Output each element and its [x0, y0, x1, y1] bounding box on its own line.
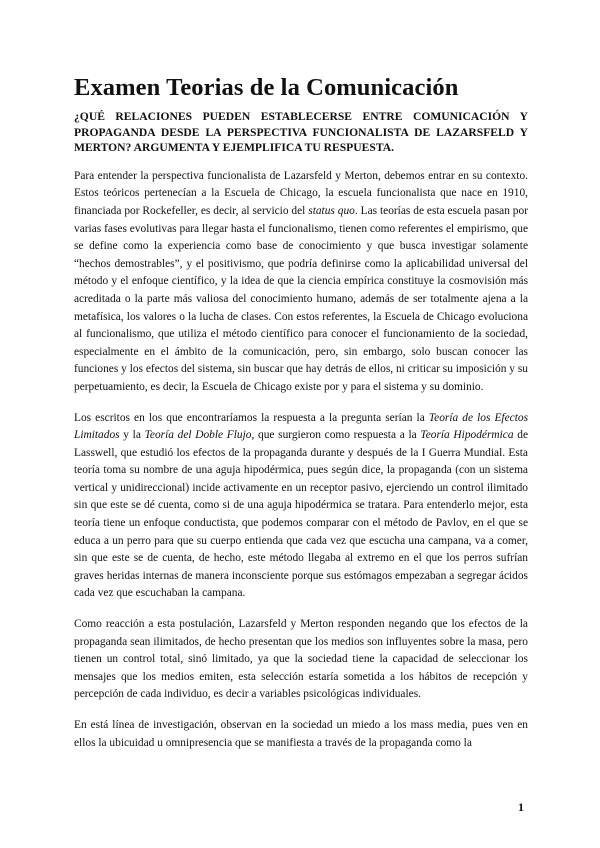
exam-question: ¿QUÉ RELACIONES PUEDEN ESTABLECERSE ENTRE COMUNICACIÓN Y PROPAGANDA DESDE LA PERSPECTIVA FUNCIONALISTA DE LAZARSFELD Y MERTON? ARGUMENTA Y EJEMPLIFICA TU RESPUESTA. — [74, 110, 528, 155]
paragraph-2-text-g: de Lasswell, que estudió los efectos de la propaganda durante y después de la I Guerra Mundial. Esta teoría toma su nombre de una aguja hipodérmica, pues según dice, la propaganda (con un sistema vertical y unidireccional) incide activamente en un receptor pasivo, ejerciendo un control ilimitado sin que este se dé cuenta, como si de una aguja hipodérmica se tratara. Para entenderlo mejor, esta teoría tiene un enfoque conductista, que podemos comparar con el método de Pavlov, en el que se educa a un perro para que su cuerpo entienda que cada vez que escucha una campana, va a comer, sin que este se de cuenta, de hecho, este método llegaba al extremo en el que los perros sufrían graves heridas internas de manera inconsciente porque sus estómagos empezaban a segregar ácidos cada vez que escuchaban la campana. — [74, 429, 528, 600]
paragraph-2-italic-hipodermica: Teoría Hipodérmica — [420, 429, 514, 442]
paragraph-2-text-e: , que surgieron como respuesta a la — [251, 429, 421, 442]
paragraph-2 — [74, 410, 528, 604]
paragraph-2-text-c: y la — [119, 429, 145, 442]
paragraph-2-text-a: Los escritos en los que encontraríamos la respuesta a la pregunta serían la — [74, 411, 429, 424]
paragraph-2-italic-doble-flujo: Teoría del Doble Flujo — [144, 429, 252, 442]
paragraph-1-text-c: . Las teorías de esta escuela pasan por varias fases evolutivas para llegar hasta el funcionalismo, tienen como referentes el empirismo, que se define como la experiencia como base de conocimiento y que busca investigar solamente “hechos demostrables”, y el positivismo, que podría definirse como la aplicabilidad universal del método y el enfoque científico, y la idea de que la ciencia empírica constituye la cosmovisión más acreditada o la parte más valiosa del conocimiento humano, además de ser totalmente ajena a la metafísica, los valores o la lucha de clases. Con estos referentes, la Escuela de Chicago evoluciona al funcionalismo, que utiliza el método científico para conocer el funcionamiento de la sociedad, especialmente en el ámbito de la comunicación, pero, sin embargo, solo buscan conocer las funciones y los efectos del sistema, sin buscar que hay detrás de ellos, ni criticar su imposición y su perpetuamiento, es decir, la Escuela de Chicago existe por y para el sistema y su dominio. — [74, 204, 528, 393]
paragraph-4: En está línea de investigación, observan en la sociedad un miedo a los mass media, pues ven en ellos la ubicuidad u omnipresencia que se manifiesta a través de la propaganda como la — [74, 719, 528, 749]
page-content — [74, 74, 528, 765]
paragraph-2-italic-efectos-limitados: Teoría de los Efectos Limitados — [74, 411, 529, 442]
paragraph-3: Como reacción a esta postulación, Lazarsfeld y Merton responden negando que los efectos de la propaganda sean ilimitados, de hecho presentan que los medios son influyentes sobre la masa, pero tienen un control total, sinó limitado, ya que la sociedad tiene la capacidad de seleccionar los mensajes que los medios emiten, esta selección estaría sometida a los hábitos de recepción y percepción de cada individuo, es decir a variables psicológicas individuales. — [74, 618, 528, 701]
paragraph-1-italic-status-quo: status quo — [308, 204, 355, 217]
paragraph-1-text-a: Para entender la perspectiva funcionalista de Lazarsfeld y Merton, debemos entrar en su contexto. Estos teóricos pertenecían a la Escuela de Chicago, la escuela funcionalista que nace en 1910, financiada por Rockefeller, es decir, al servicio del — [74, 169, 528, 217]
paragraph-1 — [74, 168, 528, 397]
document-title: Examen Teorias de la Comunicación — [74, 74, 459, 101]
page-number: 1 — [518, 800, 524, 814]
